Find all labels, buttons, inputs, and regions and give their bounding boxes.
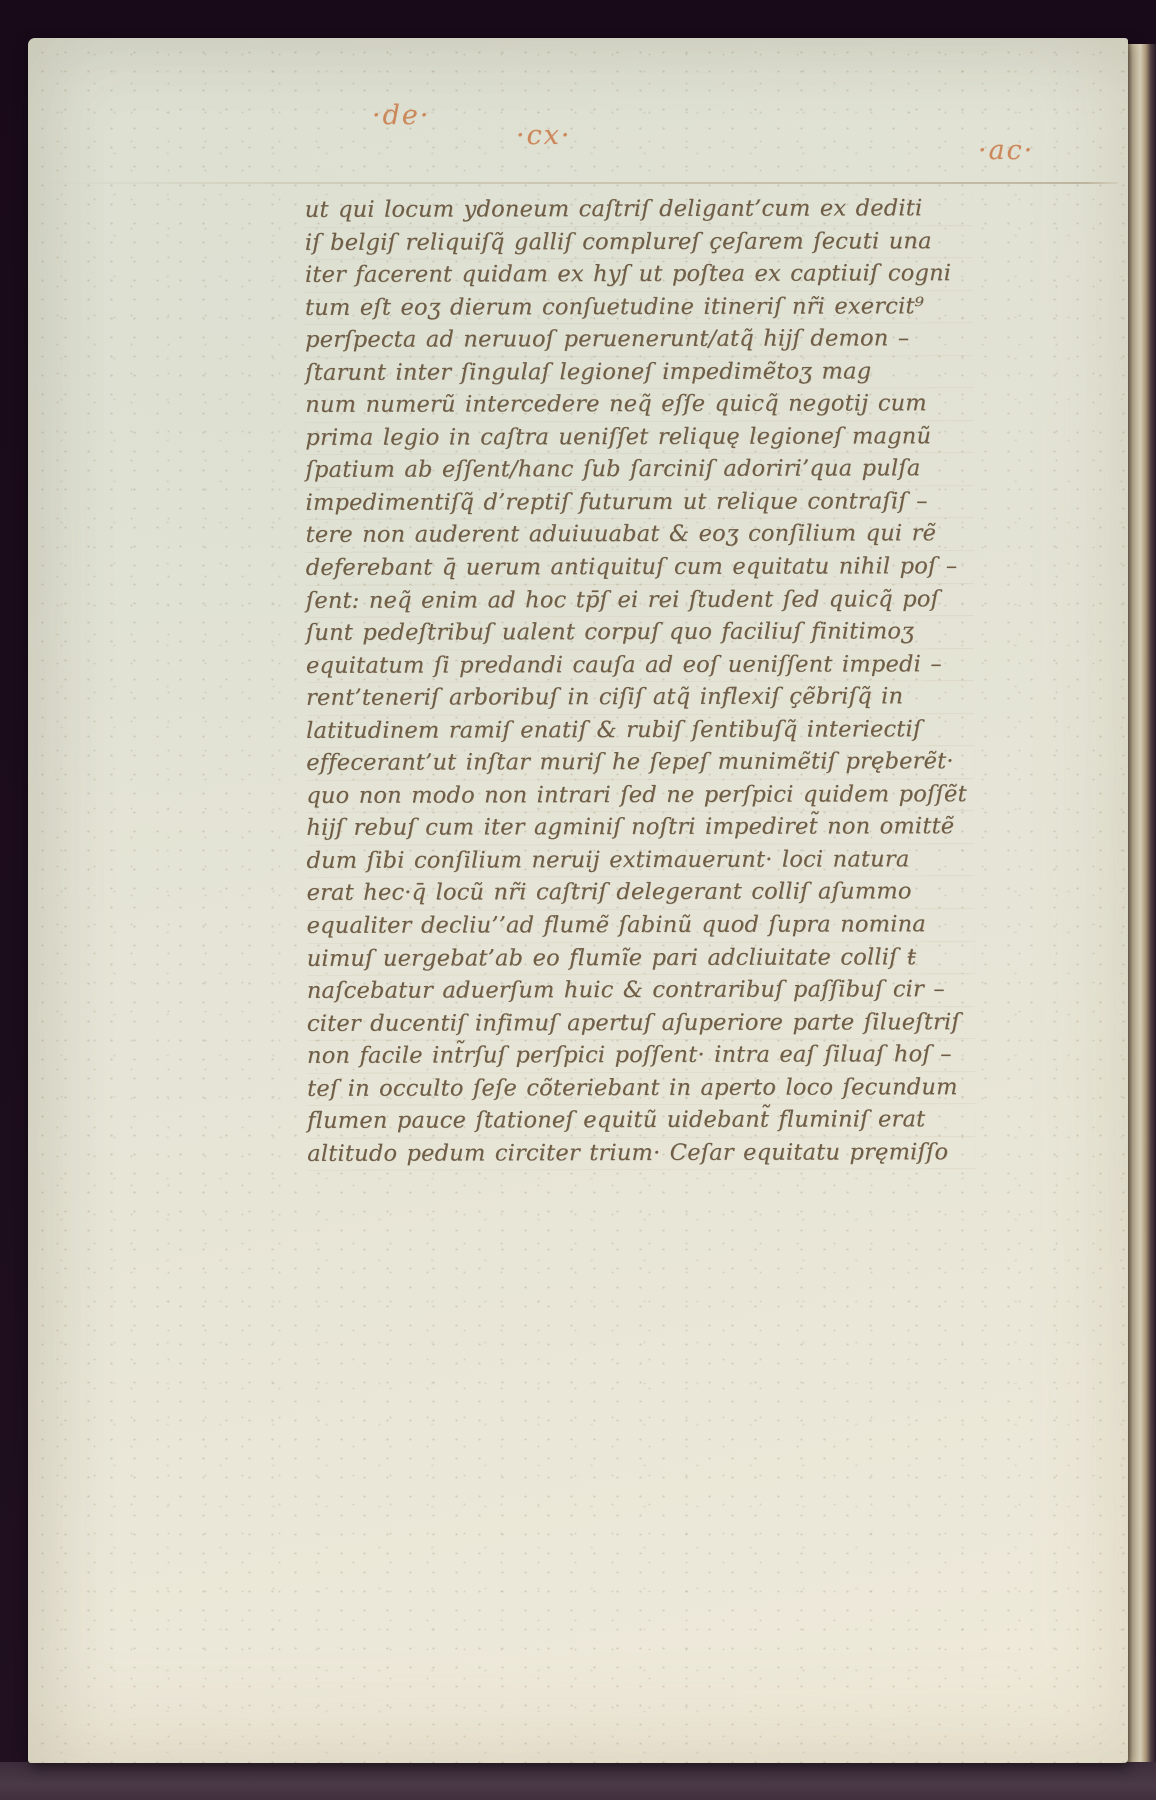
parchment-folio (28, 38, 1128, 1763)
manuscript-line: impedimentiſq̃ d’reptiſ futurum ut relique contraſiſ – (305, 485, 973, 519)
manuscript-line: ſpatium ab eſſent/hanc ſub ſarciniſ adoriri’qua pulſa (305, 453, 973, 487)
text-block (305, 192, 976, 1170)
manuscript-line: dum ſibi conſilium neruij extimauerunt· loci natura (306, 843, 974, 877)
manuscript-line: altitudo pedum circiter trium· Ceſar equitatu pręmiſſo (307, 1136, 975, 1170)
manuscript-line: ut qui locum ydoneum caſtriſ deligant’cum ex dediti (305, 192, 973, 226)
rubric-mark-ac: ·ac· (978, 135, 1035, 166)
manuscript-line: ſunt pedeſtribuſ ualent corpuſ quo faciliuſ finitimoʒ (306, 615, 974, 649)
rubric-mark-de: ·de· (372, 100, 431, 131)
manuscript-line: tum eſt eoʒ dierum conſuetudine itineriſ nr̃i exercit⁹ (305, 290, 973, 324)
manuscript-line: quo non modo non intrari ſed ne perſpici quidem poſſẽt (306, 778, 974, 812)
rubric-mark-cx: ·cx· (516, 120, 572, 151)
manuscript-line: prima legio in caſtra ueniſſet reliquę legioneſ magnũ (305, 420, 973, 454)
manuscript-line: deferebant q̄ uerum antiquituſ cum equitatu nihil poſ – (306, 550, 974, 584)
manuscript-line: effecerant’ut inſtar muriſ he ſepeſ munimẽtiſ pręberẽt· (306, 745, 974, 779)
manuscript-line: iter facerent quidam ex hyſ ut poſtea ex captiuiſ cogni (305, 257, 973, 291)
manuscript-line: naſcebatur aduerſum huic & contraribuſ paſſibuſ cir – (307, 973, 975, 1007)
manuscript-line: tere non auderent aduiuuabat & eoʒ conſilium qui rẽ (306, 518, 974, 552)
manuscript-line: latitudinem ramiſ enatiſ & rubiſ ſentibuſq̃ interiectiſ (306, 713, 974, 747)
manuscript-line: uimuſ uergebat’ab eo flumĩe pari adcliuitate colliſ ŧ (307, 941, 975, 975)
manuscript-line: flumen pauce ſtationeſ equitũ uidebant̃ fluminiſ erat (307, 1103, 975, 1137)
manuscript-line: perſpecta ad neruuoſ peruenerunt/atq̃ hijſ demon – (305, 322, 973, 356)
page-fore-edge-stack (1126, 44, 1156, 1762)
manuscript-line: non facile int̃rſuſ perſpici poſſent· intra eaſ ſiluaſ hoſ – (307, 1038, 975, 1072)
manuscript-line: citer ducentiſ infimuſ apertuſ aſuperiore parte ſilueſtriſ (307, 1006, 975, 1040)
top-ruling-line (38, 182, 1118, 184)
manuscript-line: num numerũ intercedere neq̃ eſſe quicq̃ negotij cum (305, 387, 973, 421)
manuscript-line: equitatum ſi predandi cauſa ad eoſ ueniſſent impedi – (306, 648, 974, 682)
manuscript-line: rent’teneriſ arboribuſ in ciſiſ atq̃ inflexiſ çẽbriſq̃ in (306, 680, 974, 714)
book-bottom-edge (0, 1762, 1156, 1800)
manuscript-line: erat hec·q̄ locũ nr̃i caſtriſ delegerant colliſ aſummo (307, 876, 975, 910)
manuscript-line: teſ in occulto ſeſe cõteriebant in aperto loco ſecundum (307, 1071, 975, 1105)
manuscript-line: iſ belgiſ reliquiſq̃ galliſ complureſ çeſarem ſecuti una (305, 225, 973, 259)
manuscript-line: hijſ rebuſ cum iter agminiſ noſtri impediret̃ non omittẽ (306, 811, 974, 845)
manuscript-line: equaliter decliu’’ad flumẽ ſabinũ quod ſupra nomina (307, 908, 975, 942)
manuscript-line: ſtarunt inter ſingulaſ legioneſ impedimẽtoʒ mag (305, 355, 973, 389)
manuscript-line: ſent: neq̃ enim ad hoc tp̄ſ ei rei ſtudent ſed quicq̃ poſ (306, 583, 974, 617)
